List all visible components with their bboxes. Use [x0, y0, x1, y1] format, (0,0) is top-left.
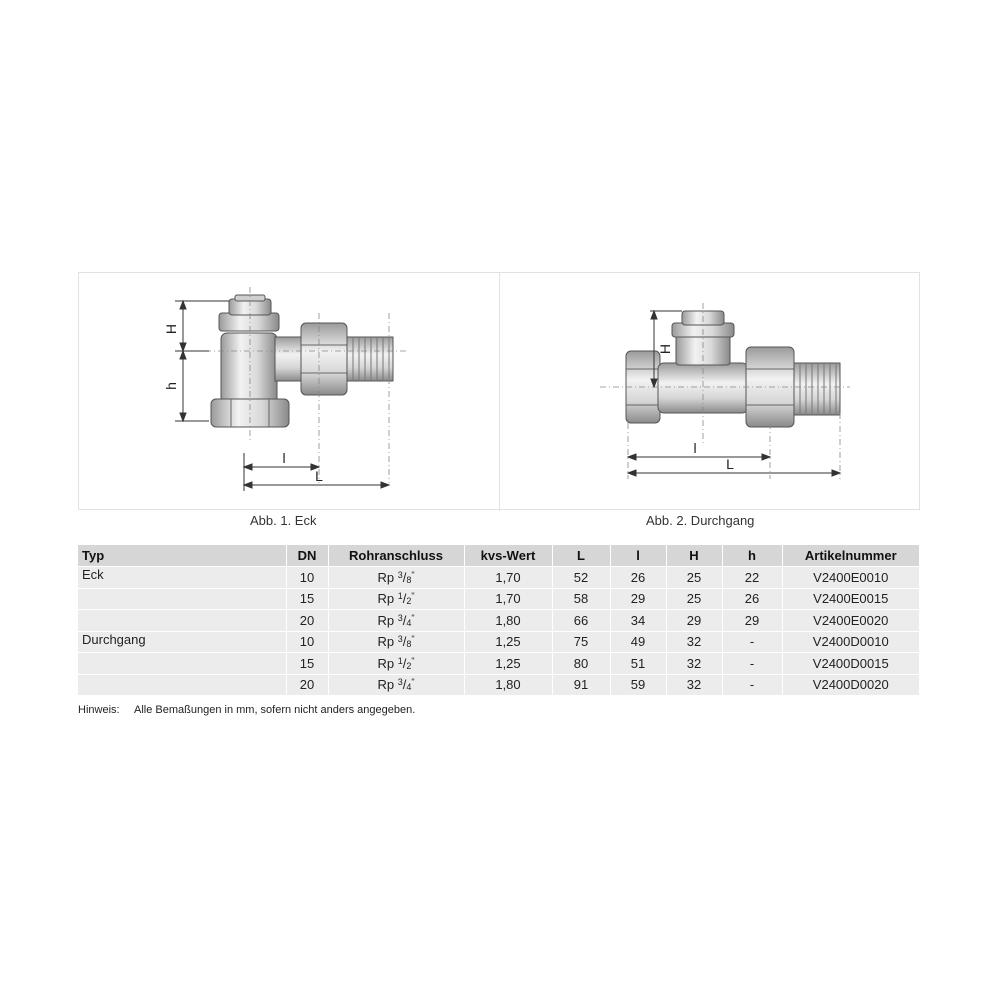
cell-l: 34	[610, 610, 666, 632]
cell-h: -	[722, 653, 782, 675]
table-header-row	[78, 545, 920, 567]
rp-prefix: Rp	[377, 634, 395, 650]
cell-L: 52	[552, 567, 610, 589]
cell-kvs: 1,70	[464, 588, 552, 610]
note-label: Hinweis:	[78, 704, 120, 716]
cell-artikelnummer: V2400E0015	[782, 588, 920, 610]
rp-prefix: Rp	[377, 591, 395, 607]
col-h-header: h	[722, 545, 782, 567]
cell-artikelnummer: V2400D0015	[782, 653, 920, 675]
table-row	[78, 610, 920, 632]
cell-l: 26	[610, 567, 666, 589]
rp-prefix: Rp	[377, 655, 395, 671]
fraction-numerator: 3	[397, 612, 403, 623]
fig1-dim-L: L	[315, 468, 323, 484]
cell-H: 29	[666, 610, 722, 632]
cell-artikelnummer: V2400D0010	[782, 631, 920, 653]
cell-dn: 20	[286, 610, 328, 632]
fraction-denominator: 2	[406, 660, 412, 671]
cell-typ	[78, 674, 286, 695]
cell-rohranschluss: Rp $^3$/8"	[328, 631, 464, 653]
cell-L: 91	[552, 674, 610, 695]
cell-dn: 15	[286, 588, 328, 610]
inch-mark: "	[411, 677, 415, 688]
rp-prefix: Rp	[377, 569, 395, 585]
cell-h: -	[722, 631, 782, 653]
cell-h: 26	[722, 588, 782, 610]
col-typ-header: Typ	[78, 545, 286, 567]
cell-h: 22	[722, 567, 782, 589]
table-row	[78, 588, 920, 610]
inch-mark: "	[411, 612, 415, 623]
cell-kvs: 1,25	[464, 631, 552, 653]
cell-H: 32	[666, 653, 722, 675]
note	[78, 704, 415, 716]
cell-typ	[78, 610, 286, 632]
fraction-numerator: 3	[397, 677, 403, 688]
cell-rohranschluss: Rp $^3$/4"	[328, 610, 464, 632]
cell-rohranschluss: Rp $^1$/2"	[328, 653, 464, 675]
cell-dn: 20	[286, 674, 328, 695]
cell-dn: 15	[286, 653, 328, 675]
cell-L: 75	[552, 631, 610, 653]
cell-rohranschluss: Rp $^3$/4"	[328, 674, 464, 695]
fraction-denominator: 4	[406, 617, 412, 628]
cell-l: 29	[610, 588, 666, 610]
table-row	[78, 674, 920, 695]
cell-artikelnummer: V2400E0010	[782, 567, 920, 589]
cell-dn: 10	[286, 631, 328, 653]
fraction-numerator: 1	[397, 591, 403, 602]
fig1-dim-H: H	[163, 323, 179, 335]
note-text: Alle Bemaßungen in mm, sofern nicht anders angegeben.	[134, 704, 416, 716]
fig1-caption: Abb. 1. Eck	[250, 513, 317, 528]
fraction-numerator: 3	[397, 569, 403, 580]
inch-mark: "	[411, 591, 415, 602]
col-dn-header: DN	[286, 545, 328, 567]
cell-l: 59	[610, 674, 666, 695]
col-kvs-header: kvs-Wert	[464, 545, 552, 567]
fig2-dim-l: l	[693, 440, 697, 456]
cell-artikelnummer: V2400D0020	[782, 674, 920, 695]
cell-l: 51	[610, 653, 666, 675]
figure-durchgang-drawing	[500, 273, 920, 511]
fig1-dim-l: l	[282, 450, 286, 466]
col-H-header: H	[666, 545, 722, 567]
cell-L: 66	[552, 610, 610, 632]
cell-artikelnummer: V2400E0020	[782, 610, 920, 632]
cell-l: 49	[610, 631, 666, 653]
cell-H: 25	[666, 588, 722, 610]
fig2-caption: Abb. 2. Durchgang	[646, 513, 755, 528]
cell-rohranschluss: Rp $^3$/8"	[328, 567, 464, 589]
cell-typ: Eck	[78, 567, 286, 589]
cell-kvs: 1,80	[464, 610, 552, 632]
fraction-numerator: 1	[397, 655, 403, 666]
fraction-denominator: 4	[406, 682, 412, 693]
figures-panel	[78, 272, 920, 510]
col-rohranschluss-header: Rohranschluss	[328, 545, 464, 567]
table-row	[78, 567, 920, 589]
cell-typ	[78, 653, 286, 675]
spec-table	[78, 545, 920, 695]
cell-typ	[78, 588, 286, 610]
fraction-denominator: 8	[406, 574, 412, 585]
cell-typ: Durchgang	[78, 631, 286, 653]
cell-H: 32	[666, 674, 722, 695]
rp-prefix: Rp	[377, 677, 395, 693]
cell-L: 80	[552, 653, 610, 675]
cell-h: -	[722, 674, 782, 695]
inch-mark: "	[411, 634, 415, 645]
fig2-dim-L: L	[726, 456, 734, 472]
figure-eck-drawing	[79, 273, 499, 511]
fig1-dim-h: h	[163, 382, 179, 390]
cell-H: 32	[666, 631, 722, 653]
fig2-dim-H: H	[657, 343, 673, 355]
fraction-denominator: 8	[406, 639, 412, 650]
cell-H: 25	[666, 567, 722, 589]
cell-rohranschluss: Rp $^1$/2"	[328, 588, 464, 610]
col-l-header: l	[610, 545, 666, 567]
cell-kvs: 1,70	[464, 567, 552, 589]
col-artikelnummer-header: Artikelnummer	[782, 545, 920, 567]
fraction-denominator: 2	[406, 596, 412, 607]
col-L-header: L	[552, 545, 610, 567]
cell-L: 58	[552, 588, 610, 610]
fraction-numerator: 3	[397, 634, 403, 645]
inch-mark: "	[411, 655, 415, 666]
table-row	[78, 631, 920, 653]
inch-mark: "	[411, 569, 415, 580]
cell-h: 29	[722, 610, 782, 632]
table-row	[78, 653, 920, 675]
rp-prefix: Rp	[377, 612, 395, 628]
cell-kvs: 1,80	[464, 674, 552, 695]
cell-dn: 10	[286, 567, 328, 589]
cell-kvs: 1,25	[464, 653, 552, 675]
